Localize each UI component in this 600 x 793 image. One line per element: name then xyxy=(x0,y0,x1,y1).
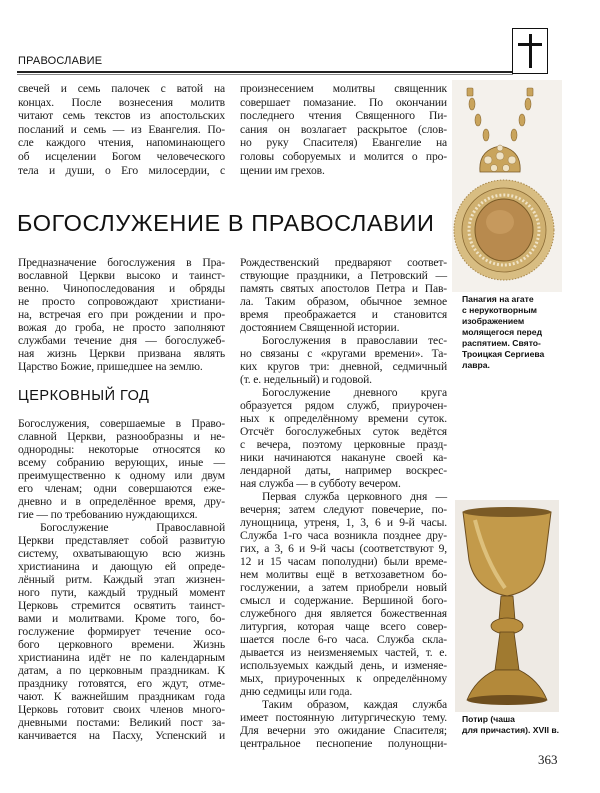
text-line: ная жизнь Церкви призвана являть xyxy=(18,347,225,360)
text-line: Богослужения, совершаемые в Право- xyxy=(18,417,225,430)
text-line: ники начинаются накануне своей ка- xyxy=(240,451,447,464)
text-line: службами течение дня — богослужеб- xyxy=(18,334,225,347)
text-line: совершает помазание. По окончании xyxy=(240,95,447,109)
text-line: последнего чтения Священного Пи- xyxy=(240,109,447,123)
text-line: Церковь стремится освятить таинст- xyxy=(18,599,225,612)
text-line: Царство Божие, пришедшее на землю. xyxy=(18,360,203,373)
text-line: празднику готовятся, его ждут, отме- xyxy=(18,677,225,690)
text-line: Таким образом, каждая служба xyxy=(262,698,447,711)
text-line: время преображается и становится xyxy=(240,308,447,321)
text-line: но связаны с «кругами времени». Та- xyxy=(240,347,447,360)
text-line: смысл и содержание. Вершиной бого- xyxy=(240,594,447,607)
top-left-column xyxy=(18,82,225,177)
text-line: Рождественский предваряют соответ- xyxy=(240,256,447,269)
header-rule xyxy=(17,71,513,73)
text-line: систему, охватывающую всю жизнь xyxy=(18,547,225,560)
text-line: всему собранию верующих, иные — xyxy=(18,456,225,469)
text-line: посланий и семь — из Евангелия. По- xyxy=(18,122,225,136)
text-line: не просто сопровождают христиани- xyxy=(18,295,225,308)
top-right-column xyxy=(240,82,447,177)
text-line: Служба 1-го часа возникла позднее дру- xyxy=(240,529,447,542)
text-line: однородны: некоторые относятся ко xyxy=(18,443,225,456)
text-line: славной Церкви, разнообразны и не- xyxy=(18,430,225,443)
intro-column xyxy=(18,256,225,373)
right-body-column xyxy=(240,256,447,750)
caption-line: лавра. xyxy=(462,360,490,370)
text-line: (т. е. недельный) и годовой. xyxy=(240,373,372,386)
text-line: Богослужение дневного круга xyxy=(262,386,447,399)
text-line: но руку Спасителя) Евангелие на xyxy=(240,136,447,150)
text-line: гослужении, а затем приобрели новый xyxy=(240,581,447,594)
text-line: ных к определённому времени суток. xyxy=(240,412,447,425)
text-line: ких кругов три: дневной, седмичный xyxy=(240,360,447,373)
caption-line: распятием. Свято- xyxy=(462,338,541,348)
text-line: Церковь готовит своих членов много- xyxy=(18,703,225,716)
text-line: 12 и 15 часам пополудни) были време- xyxy=(240,555,447,568)
text-line: Богослужение Православной xyxy=(40,521,225,534)
text-line: дню седмицы или года. xyxy=(240,685,353,698)
text-line: вечерня; затем следуют повечерие, по- xyxy=(240,503,447,516)
text-line: с вечера, поэтому церковные празд- xyxy=(240,438,447,451)
text-line: имеет постоянную литургическую тему. xyxy=(240,711,447,724)
text-line: образуется рядом служб, приурочен- xyxy=(240,399,447,412)
caption-line: изображением xyxy=(462,316,525,326)
cross-icon-horizontal xyxy=(518,43,542,46)
caption-line: молящегося перед xyxy=(462,327,543,337)
text-line: центральное песнопение полунощни- xyxy=(240,737,447,750)
text-line: на, встречая его при рождении и про- xyxy=(18,308,225,321)
text-line: концах. После вознесения молитв xyxy=(18,95,225,109)
text-line: сле каждого чтения, напоминающего xyxy=(18,136,225,150)
header-rule-thin xyxy=(17,74,513,75)
text-line: ствующие праздники, а Петровский — xyxy=(240,269,447,282)
text-line: ная служба — в субботу вечером. xyxy=(240,477,401,490)
text-line: дневными постами: Великий пост за- xyxy=(18,716,225,729)
text-line: вославной Церкви высоко и таинст- xyxy=(18,269,225,282)
text-line: достоянием Священной истории. xyxy=(240,321,400,334)
running-head: ПРАВОСЛАВИЕ xyxy=(18,55,103,67)
text-line: тела и души, о Его милосердии, с xyxy=(18,163,225,177)
chalice-knop xyxy=(491,618,523,634)
text-line: гие — по требованию нуждающихся. xyxy=(18,508,198,521)
text-line: гослужение формирует течение осо- xyxy=(18,625,225,638)
text-line: Предназначение богослужения в Пра- xyxy=(18,256,225,269)
caption-line: Троицкая Сергиева xyxy=(462,349,545,359)
left-body-column xyxy=(18,417,225,742)
text-line: датам, а по церковным праздникам. К xyxy=(18,664,225,677)
text-line: литургия, которая чаще всего совер- xyxy=(240,620,447,633)
text-line: Первая служба церковного дня — xyxy=(262,490,447,503)
text-line: гих, а 3, 6 и 9-й часы (соответствуют 9, xyxy=(240,542,447,555)
text-line: его членам; одни совершаются еже- xyxy=(18,482,225,495)
text-line: головы соборуемых и молится о про- xyxy=(240,149,447,163)
cross-icon-vertical xyxy=(529,34,532,68)
text-line: свечей и семь палочек с ватой на xyxy=(18,82,225,95)
page-number: 363 xyxy=(538,752,558,767)
text-line: шается после 6-го часа. Служба скла- xyxy=(240,633,447,646)
text-line: вами и молитвами. Кроме того, бо- xyxy=(18,612,225,625)
text-line: служебного дня является божественная xyxy=(240,607,447,620)
text-line: Для вечерни это ожидание Спасителя; xyxy=(240,724,447,737)
section-title: БОГОСЛУЖЕНИЕ В ПРАВОСЛАВИИ xyxy=(17,210,435,236)
text-line: канчивается на Пасху, Успенский и xyxy=(18,729,225,742)
text-line: лендарной даты, например воскрес- xyxy=(240,464,447,477)
text-line: ного пути, каждый трудный момент xyxy=(18,586,225,599)
text-line: лунощница, утреня, 1, 3, 6 и 9-й часы. xyxy=(240,516,447,529)
chalice-caption xyxy=(462,714,559,736)
text-line: дывается из неизменяемых частей, т. е. xyxy=(240,646,447,659)
caption-line: Панагия на агате xyxy=(462,294,534,304)
text-line: венно. Чинопоследования и обряды xyxy=(18,282,225,295)
text-line: дневно и в определённое время, дру- xyxy=(18,495,225,508)
caption-line: для причастия). XVII в. xyxy=(462,725,560,735)
text-line: память святых апостолов Петра и Пав- xyxy=(240,282,447,295)
text-line: мых, приуроченных к определённому xyxy=(240,672,447,685)
text-line: христианина и дающую ей опреде- xyxy=(18,560,225,573)
caption-line: Потир (чаша xyxy=(462,714,515,724)
text-line: произнесением молитвы священник xyxy=(240,82,447,95)
text-line: Богослужения в православии тес- xyxy=(262,334,447,347)
text-line: ла. Таким образом, обычное земное xyxy=(240,295,447,308)
chalice-image xyxy=(455,500,559,712)
text-line: вожая до гроба, не просто заполняют xyxy=(18,321,225,334)
text-line: щении им грехов. xyxy=(240,163,325,177)
text-line: Отсчёт богослужебных суток ведётся xyxy=(240,425,447,438)
text-line: христианина идёт не по календарным xyxy=(18,651,225,664)
subsection-title: ЦЕРКОВНЫЙ ГОД xyxy=(18,388,150,404)
text-line: преимущественно к одному или двум xyxy=(18,469,225,482)
panagia-image xyxy=(452,80,562,292)
panagia-caption xyxy=(462,294,544,371)
text-line: об исцелении Богом человеческого xyxy=(18,149,225,163)
text-line: читают семь текстов из апостольских xyxy=(18,109,225,123)
text-line: используемых каждый день, и изменяе- xyxy=(240,659,447,672)
text-line: нем молитвы ещё в ветхозаветном бо- xyxy=(240,568,447,581)
text-line: лённый ритм. Каждый этап жизнен- xyxy=(18,573,225,586)
text-line: бого церковного времени. Жизнь xyxy=(18,638,225,651)
text-line: сания он возлагает раскрытое (слов- xyxy=(240,122,447,136)
text-line: чают. К важнейшим праздникам года xyxy=(18,690,225,703)
text-line: Церкви представляет собой развитую xyxy=(18,534,225,547)
cross-icon xyxy=(512,28,548,74)
caption-line: с нерукотворным xyxy=(462,305,538,315)
